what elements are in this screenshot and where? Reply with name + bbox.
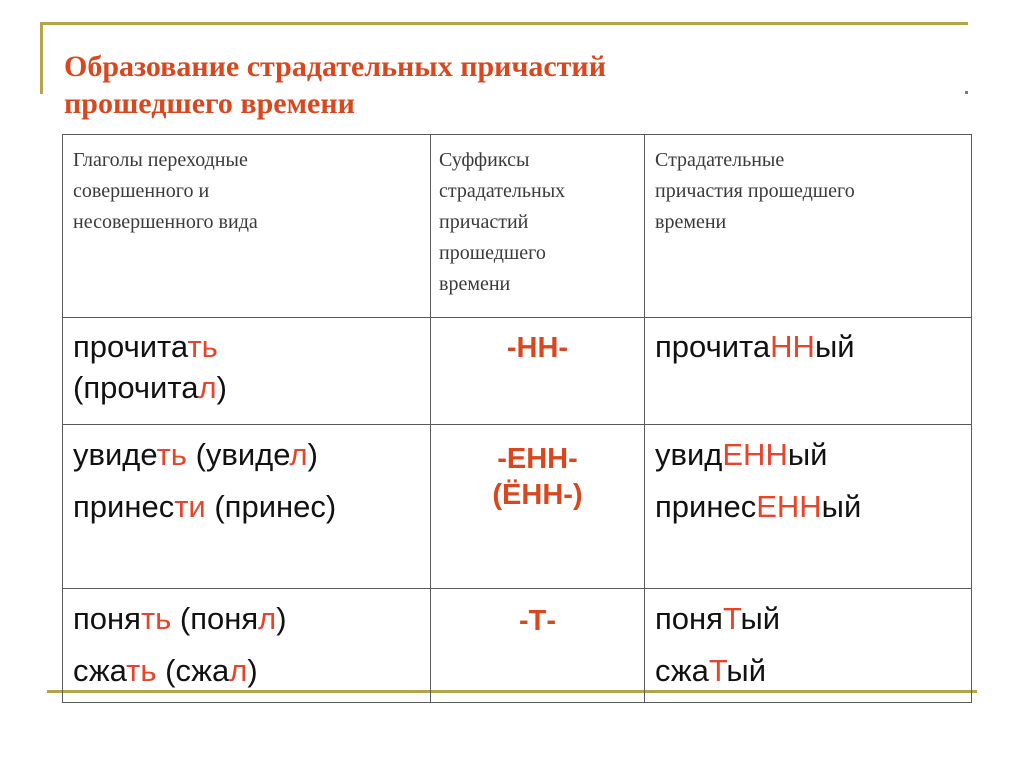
header-cell-suffixes <box>431 135 645 318</box>
past-form-ending: л <box>198 370 217 405</box>
verb-cell <box>63 589 431 703</box>
suffix-text: (ЁНН-) <box>492 479 583 511</box>
participle-line <box>655 481 971 533</box>
verb-line <box>73 645 430 697</box>
header-cell-participles <box>645 135 972 318</box>
verb-stem: принес <box>73 489 175 524</box>
participle-ending: ый <box>726 653 767 688</box>
participle-suffix: ЕНН <box>756 489 822 524</box>
verb-line <box>73 429 430 481</box>
participle-line <box>655 593 971 645</box>
verb-ending: ть <box>140 601 172 636</box>
verb-ending: ть <box>126 653 157 688</box>
frame-left-line <box>40 22 43 94</box>
past-form-stem: (увиде <box>186 437 290 472</box>
table-row <box>63 425 972 589</box>
header-text: причастий <box>439 211 529 233</box>
past-form-stem: (поня <box>171 601 259 636</box>
participle-line <box>655 429 971 481</box>
participle-stem: прочита <box>655 329 771 364</box>
suffix-text: -ЕНН- <box>497 443 578 475</box>
participle-ending: ый <box>787 437 828 472</box>
page-title <box>64 48 944 122</box>
past-form-ending: л <box>289 437 308 472</box>
past-form: (принес) <box>205 489 337 524</box>
participle-ending: ый <box>814 329 855 364</box>
header-text: Суффиксы <box>439 149 530 171</box>
participle-cell <box>645 318 972 425</box>
participle-stem: поня <box>655 601 723 636</box>
participle-stem: принес <box>655 489 757 524</box>
verb-line <box>73 481 430 533</box>
header-text: времени <box>439 273 511 295</box>
suffix-cell <box>431 589 645 703</box>
participle-suffix: Т <box>708 653 727 688</box>
participle-suffix: Т <box>722 601 741 636</box>
past-form-close: ) <box>216 370 227 405</box>
title-line-1: Образование страдательных причастий <box>64 50 606 83</box>
suffix-cell <box>431 425 645 589</box>
header-text: прошедшего <box>439 242 546 264</box>
header-text: совершенного и <box>73 180 210 202</box>
past-form-close: ) <box>247 653 258 688</box>
past-form-stem: (прочита <box>73 370 199 405</box>
frame-top-line <box>40 22 968 25</box>
past-form-ending: л <box>229 653 248 688</box>
verb-line <box>73 367 430 408</box>
participle-suffix: ЕНН <box>722 437 788 472</box>
participle-stem: сжа <box>655 653 709 688</box>
past-form-close: ) <box>276 601 287 636</box>
header-text: страдательных <box>439 180 566 202</box>
table-row <box>63 589 972 703</box>
verb-ending: ть <box>187 329 218 364</box>
participles-table <box>62 134 972 703</box>
title-line-2: прошедшего времени <box>64 87 355 120</box>
suffix-text: -Т- <box>518 605 557 637</box>
participle-ending: ый <box>740 601 781 636</box>
verb-cell <box>63 425 431 589</box>
verb-cell <box>63 318 431 425</box>
verb-stem: сжа <box>73 653 127 688</box>
participle-ending: ый <box>821 489 862 524</box>
decorative-dot <box>965 91 968 94</box>
verb-stem: увиде <box>73 437 157 472</box>
past-form-stem: (сжа <box>156 653 230 688</box>
suffix-text: -НН- <box>506 332 569 364</box>
verb-stem: поня <box>73 601 141 636</box>
header-text: Страдательные <box>655 149 785 171</box>
header-text: несовершенного вида <box>73 211 258 233</box>
table-row <box>63 318 972 425</box>
past-form-close: ) <box>307 437 318 472</box>
header-cell-verbs <box>63 135 431 318</box>
header-text: времени <box>655 211 727 233</box>
suffix-cell <box>431 318 645 425</box>
header-text: причастия прошедшего <box>655 180 855 202</box>
participle-suffix: НН <box>770 329 815 364</box>
table-header-row <box>63 135 972 318</box>
verb-line <box>73 326 430 367</box>
participle-line <box>655 645 971 697</box>
verb-stem: прочита <box>73 329 188 364</box>
verb-ending: ть <box>156 437 187 472</box>
participle-stem: увид <box>655 437 723 472</box>
participle-line <box>655 326 971 367</box>
participle-cell <box>645 425 972 589</box>
verb-line <box>73 593 430 645</box>
header-text: Глаголы переходные <box>73 149 248 171</box>
participle-cell <box>645 589 972 703</box>
past-form-ending: л <box>258 601 277 636</box>
verb-ending: ти <box>174 489 206 524</box>
